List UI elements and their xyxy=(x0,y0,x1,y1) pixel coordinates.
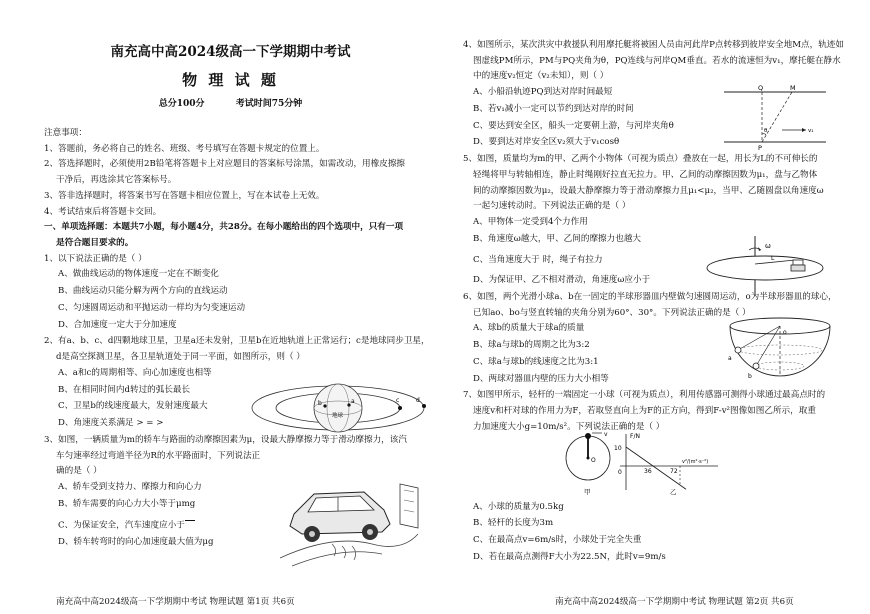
label-Q: Q xyxy=(758,84,764,92)
label-36: 36 xyxy=(644,468,652,475)
q5-stem-4: 一起匀速转动时。下列说法正确的是（ ） xyxy=(473,201,631,212)
q3-stem-3: 确的是（ ） xyxy=(56,466,102,477)
q4-stem-3: 中的速度v₂恒定（v₂未知），则（ ） xyxy=(473,71,609,82)
q1-option-b: B、曲线运动只能分解为两个方向的直线运动 xyxy=(58,286,228,297)
q3-option-b: B、轿车需要的向心力大小等于μmg xyxy=(58,498,196,509)
label-yi: 乙 xyxy=(670,488,677,496)
block-yi xyxy=(791,265,805,271)
label-v2-axis: v²/(m²·s⁻²) xyxy=(682,459,709,465)
hubcap-front xyxy=(309,531,315,537)
q5-stem-2: 轻绳将甲与转轴相连，静止时绳刚好拉直无拉力。甲、乙间的动摩擦因数为μ₁，盘与乙物体 xyxy=(473,169,818,180)
q3-option-c-text: C、为保证安全，汽车速度应小于 xyxy=(58,520,185,530)
label-d: d xyxy=(416,397,420,404)
label-theta: θ xyxy=(764,128,768,134)
label-10: 10 xyxy=(614,445,622,452)
q7-option-d: D、若在最高点测得F大小为22.5N，此时v=9m/s xyxy=(473,551,666,562)
sqrt-symbol-icon xyxy=(185,520,195,530)
q7-stem-1: 7、如图甲所示，轻杆的一端固定一小球（可视为质点），利用传感器可测得小球通过最高点时的 xyxy=(463,390,826,401)
q1-stem: 1、以下说法正确的是（ ） xyxy=(44,253,147,264)
q1-option-d: D、合加速度一定大于分加速度 xyxy=(58,319,177,330)
label-earth: 地球 xyxy=(332,413,344,419)
label-O: O xyxy=(591,457,596,464)
label-P: P xyxy=(758,144,762,152)
wall-stripes xyxy=(404,490,414,512)
q6-option-c: C、球a与球b的线速度之比为3:1 xyxy=(473,356,599,367)
q3-option-d: D、轿车转弯时的向心加速度最大值为μg xyxy=(58,536,214,547)
q2-stem-1: 2、有a、b、c、d四颗地球卫星，卫星a还未发射，卫星b在近地轨道上正常运行；c是地球同步卫星， xyxy=(44,336,430,347)
q7-option-a: A、小球的质量为0.5kg xyxy=(473,501,564,512)
label-b: b xyxy=(318,400,322,407)
pivot-point xyxy=(587,457,590,460)
q2-option-c: C、卫星b的线速度最大，发射速度最大 xyxy=(58,401,208,412)
earth-circle xyxy=(314,384,362,432)
q1-option-a: A、做曲线运动的物体速度一定在不断变化 xyxy=(58,269,219,280)
ball-b xyxy=(753,363,759,369)
label-b: b xyxy=(748,373,752,380)
q4-stem-1: 4、如图所示，某次洪灾中救援队利用摩托艇将被困人员由河此岸P点转移到彼岸安全地M点，轨迹如 xyxy=(463,40,844,50)
label-omega: ω xyxy=(765,242,771,250)
hemisphere-bowl-figure xyxy=(726,314,834,382)
line-PM xyxy=(762,92,792,142)
label-o: o xyxy=(783,329,787,336)
q6-option-a: A、球b的质量大于球a的质量 xyxy=(473,323,585,334)
q6-option-b: B、球a与球b的周期之比为3:2 xyxy=(473,340,590,351)
exam-meta xyxy=(44,99,417,110)
notice-4: 4、考试结束后将答题卡交回。 xyxy=(44,206,162,217)
satellite-orbit-figure xyxy=(248,372,430,448)
label-72: 72 xyxy=(670,468,678,475)
q2-option-a: A、a和c的周期相等、向心加速度也相等 xyxy=(58,367,212,378)
q3-option-a: A、轿车受到支持力、摩擦力和向心力 xyxy=(58,482,202,493)
block-jia xyxy=(793,260,803,265)
subject-title: 物 理 试 题 xyxy=(182,70,279,89)
satellite-d-dot xyxy=(422,404,426,408)
section-1-heading-cont: 是符合题目要求的。 xyxy=(56,238,134,249)
q2-option-b: B、在相同时间内d转过的弧长最长 xyxy=(58,384,191,395)
ball-a xyxy=(735,347,741,353)
notice-1: 1、答题前，务必将自己的姓名、班级、考号填写在答题卡规定的位置上。 xyxy=(44,143,325,154)
notice-title: 注意事项： xyxy=(44,127,87,138)
line-ob xyxy=(756,326,780,366)
q3-stem-2: 车匀速率经过弯道半径为R的水平路面时，下列说法正 xyxy=(56,450,261,461)
q4-option-c: C、要达到安全区，船头一定要朝上游，与河岸夹角θ xyxy=(473,120,674,131)
notice-2-cont: 干净后，再选涂其它答案标号。 xyxy=(56,175,177,186)
label-a: a xyxy=(728,355,732,362)
satellite-b-dot xyxy=(323,404,326,407)
exam-title: 南充高中高2024级高一下学期期中考试 xyxy=(110,44,351,60)
q5-option-a: A、甲物体一定受到4个力作用 xyxy=(473,217,588,228)
q6-stem-2: 已知ao、bo与竖直转轴的夹角分别为60°、30°。下列说法正确的是（ ） xyxy=(473,307,751,318)
q7-option-b: B、轻杆的长度为3m xyxy=(473,518,554,529)
notice-3: 3、答非选择题时，将答案书写在答题卡相应位置上，写在本试卷上无效。 xyxy=(44,190,325,201)
hubcap-rear xyxy=(367,529,373,535)
q5-option-b: B、角速度ω越大，甲、乙间的摩擦力也越大 xyxy=(473,233,642,244)
footer-page-1: 南充高中高2024级高一下学期期中考试 物理试题 第1页 共6页 xyxy=(56,597,295,608)
q4-option-a: A、小船沿轨迹PQ到达对岸时间最短 xyxy=(473,87,613,98)
exam-time: 考试时间75分钟 xyxy=(235,98,303,109)
footer-page-2: 南充高中高2024级高一下学期期中考试 物理试题 第2页 共6页 xyxy=(555,597,794,608)
q6-stem-1: 6、如图，两个光滑小球a、b在一固定的半球形器皿内壁做匀速圆周运动，o为半球形器皿的球心， xyxy=(463,292,837,303)
q2-option-d: D、角速度关系满足 > = > xyxy=(58,418,164,429)
q5-option-d: D、为保证甲、乙不相对滑动，角速度ω应小于 xyxy=(473,275,651,286)
v1-arrowhead-icon xyxy=(802,128,806,132)
car-turning-figure xyxy=(272,474,422,568)
line-oa xyxy=(738,326,780,350)
label-jia: 甲 xyxy=(584,488,591,496)
label-a: a xyxy=(351,398,355,405)
disc-ellipse xyxy=(707,256,823,280)
notice-2: 2、答选择题时，必须使用2B铅笔将答题卡上对应题目的答案标号涂黑，如需改动，用橡皮擦擦 xyxy=(44,159,406,170)
total-score: 总分100分 xyxy=(158,98,205,109)
q4-option-b: B、若v₁减小一定可以节约到达对岸的时间 xyxy=(473,103,634,114)
q3-stem-1: 3、如图，一辆质量为m的轿车与路面的动摩擦因素为μ，设最大静摩擦力等于滑动摩擦力，该汽 xyxy=(44,434,407,445)
q7-stem-2: 速度v和杆对球的作用力为F，若取竖直向上为F的正方向，得到F-v²图像如图乙所示，取重 xyxy=(473,406,816,417)
force-velocity-graph xyxy=(610,430,730,498)
q5-stem-3: 间的动摩擦因数为μ₂，设最大静摩擦力等于滑动摩擦力且μ₁<μ₂，当甲、乙随圆盘以角速度ω xyxy=(473,185,824,196)
satellite-c-dot xyxy=(398,406,402,410)
road-edge-1 xyxy=(280,534,418,558)
q5-option-c: C、当角速度大于 时，绳子有拉力 xyxy=(473,254,603,265)
road-edge-2 xyxy=(292,552,382,566)
q4-stem-2: 图虚线PM所示，PM与PQ夹角为θ，PQ连线与河岸QM垂直。若水的流速恒为v₁，摩托艇在静水 xyxy=(473,55,841,66)
label-origin: 0 xyxy=(618,469,622,476)
rotating-disc-figure xyxy=(705,236,835,298)
ball xyxy=(585,433,591,439)
q5-stem-1: 5、如图，质量均为m的甲、乙两个小物体（可视为质点）叠放在一起，用长为L的不可伸长的 xyxy=(463,154,818,165)
section-1-heading: 一、单项选择题：本题共7小题，每小题4分，共28分。在每小题给出的四个选项中，只有一项 xyxy=(44,222,404,233)
label-F-axis: F/N xyxy=(630,433,640,440)
label-c: c xyxy=(396,397,400,404)
label-v: v xyxy=(604,431,608,438)
q2-stem-2: d是高空探测卫星，各卫星轨道处于同一平面，如图所示，则（ ） xyxy=(56,352,305,363)
river-crossing-figure xyxy=(720,84,830,152)
q7-option-c: C、在最高点v=6m/s时，小球处于完全失重 xyxy=(473,535,642,546)
label-v1: v₁ xyxy=(808,128,814,134)
roadside-wall xyxy=(400,484,418,528)
label-M: M xyxy=(790,84,796,92)
q7-stem-3: 力加速度大小g=10m/s²。下列说法正确的是（ ） xyxy=(473,421,665,432)
q4-option-d: D、要到达对岸安全区v₂须大于v₁cosθ xyxy=(473,137,620,148)
label-L: L xyxy=(771,255,775,262)
q6-option-d: D、两球对器皿内壁的压力大小相等 xyxy=(473,373,609,384)
q1-option-c: C、匀速圆周运动和平抛运动一样均为匀变速运动 xyxy=(58,302,246,313)
